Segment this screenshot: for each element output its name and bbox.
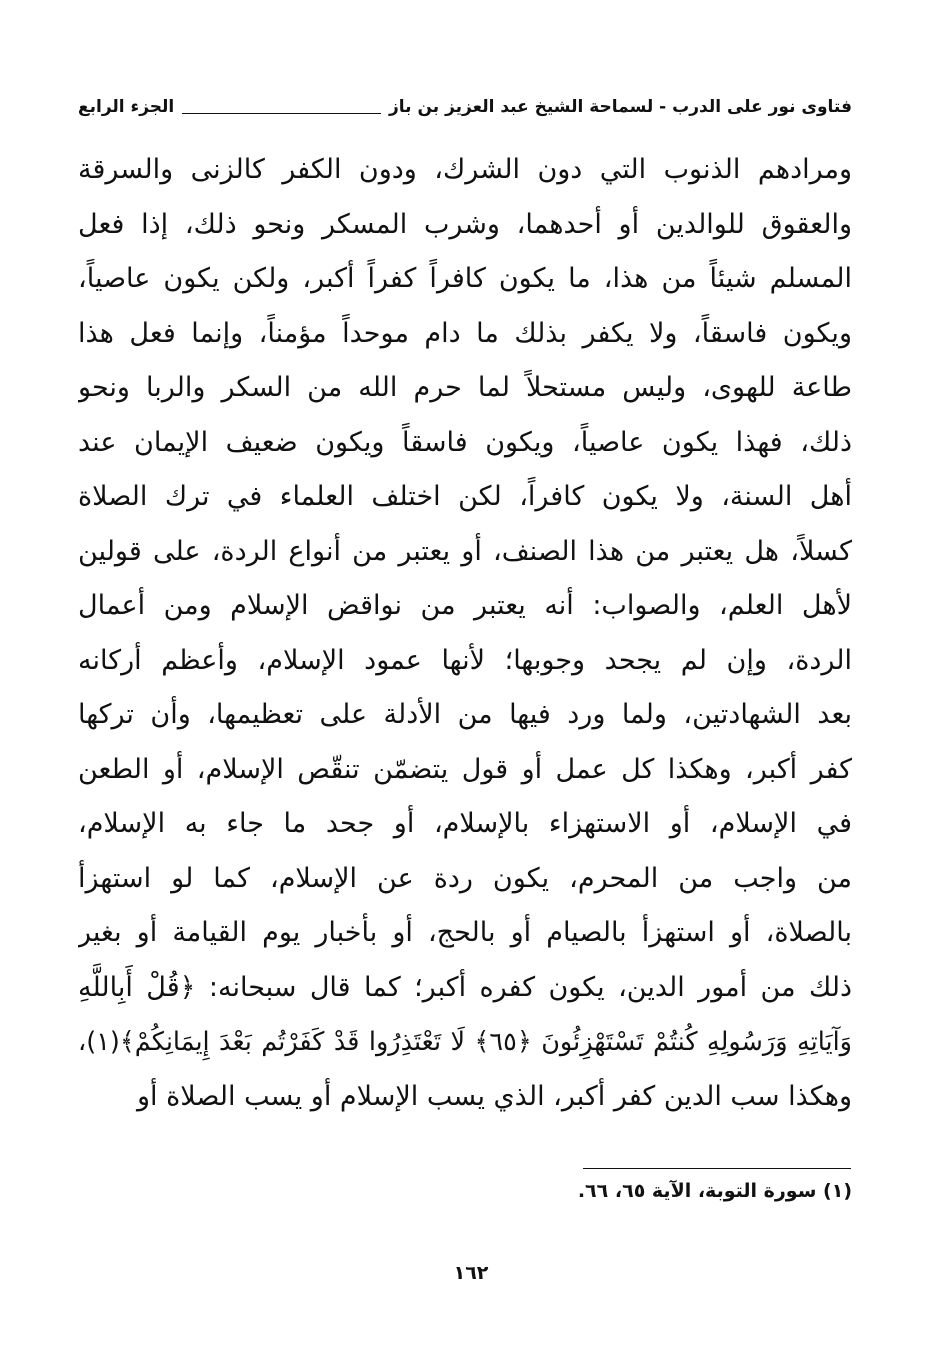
book-title: فتاوى نور على الدرب - لسماحة الشيخ عبد العزيز بن باز [389, 97, 852, 117]
text-line: المسلم شيئاً من هذا، ما يكون كافراً كفراً أكبر، ولكن يكون عاصياً، [78, 263, 852, 294]
text-line: بالصلاة، أو استهزأ بالصيام أو بالحج، أو بأخبار يوم القيامة أو بغير [78, 917, 852, 948]
page-number: ١٦٢ [453, 1262, 489, 1284]
text-line: وهكذا سب الدين كفر أكبر، الذي يسب الإسلام أو يسب الصلاة أو [137, 1080, 852, 1112]
text-line: كفر أكبر، وهكذا كل عمل أو قول يتضمّن تنقّص الإسلام، أو الطعن [78, 753, 852, 785]
footnote-separator [583, 1168, 851, 1169]
text-line: كسلاً، هل يعتبر من هذا الصنف، أو يعتبر من أنواع الردة، على قولين [78, 535, 852, 567]
text-line: أهل السنة، ولا يكون كافراً، لكن اختلف العلماء في ترك الصلاة [78, 481, 852, 512]
text-line: الردة، وإن لم يجحد وجوبها؛ لأنها عمود الإسلام، وأعظم أركانه [78, 644, 852, 676]
text-line: من واجب من المحرم، يكون ردة عن الإسلام، كما لو استهزأ [78, 862, 852, 894]
text-line: ويكون فاسقاً، ولا يكفر بذلك ما دام موحداً مؤمناً، وإنما فعل هذا [78, 317, 852, 349]
text-line: طاعة للهوى، وليس مستحلاً لما حرم الله من السكر والربا ونحو [78, 372, 852, 403]
running-header [78, 92, 852, 122]
footnote: (١) سورة التوبة، الآية ٦٥، ٦٦. [577, 1180, 852, 1202]
text-line: والعقوق للوالدين أو أحدهما، وشرب المسكر ونحو ذلك، إذا فعل [78, 208, 852, 240]
text-line: لأهل العلم، والصواب: أنه يعتبر من نواقض الإسلام ومن أعمال [78, 590, 852, 621]
quran-verse-line: وَآيَاتِهِ وَرَسُولِهِ كُنتُمْ تَسْتَهْزِئُونَ ﴿٦٥﴾ لَا تَعْتَذِرُوا قَدْ كَفَرْتُم بَعْدَ إِيمَانِكُمْ﴾(١)، [78, 1027, 852, 1057]
text-line: بعد الشهادتين، ولما ورد فيها من الأدلة على تعظيمها، وأن تركها [78, 699, 852, 730]
header-rule [182, 101, 381, 114]
text-line: ذلك من أمور الدين، يكون كفره أكبر؛ كما قال سبحانه: ﴿قُلْ أَبِاللَّهِ [78, 971, 852, 1003]
text-line: في الإسلام، أو الاستهزاء بالإسلام، أو جحد ما جاء به الإسلام، [78, 808, 852, 839]
text-line: ومرادهم الذنوب التي دون الشرك، ودون الكفر كالزنى والسرقة [78, 154, 852, 185]
volume-label: الجزء الرابع [78, 97, 175, 117]
body-text [78, 143, 852, 1124]
text-line: ذلك، فهذا يكون عاصياً، ويكون فاسقاً ويكون ضعيف الإيمان عند [78, 426, 852, 458]
